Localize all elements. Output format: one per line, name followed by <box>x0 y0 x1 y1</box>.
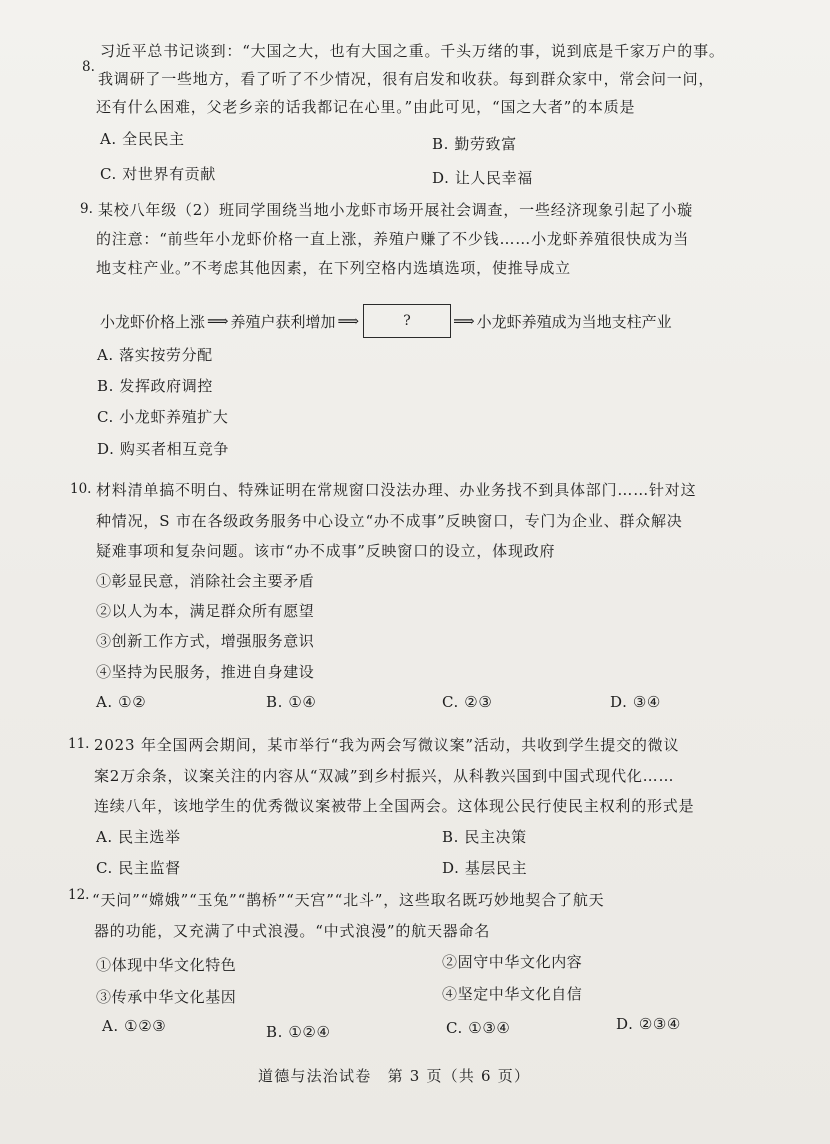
question-12-option-b: B. ①②④ <box>266 1023 331 1041</box>
question-11-line-3: 连续八年，该地学生的优秀微议案被带上全国两会。这体现公民行使民主权利的形式是 <box>94 797 695 815</box>
question-9-line-3: 地支柱产业。”不考虑其他因素，在下列空格内选填选项，使推导成立 <box>96 259 571 277</box>
flow-blank-box <box>363 304 451 338</box>
question-11-option-a: A. 民主选举 <box>96 828 181 846</box>
question-9-option-c: C. 小龙虾养殖扩大 <box>97 408 229 426</box>
question-8-line-2: 我调研了一些地方，看了听了不少情况，很有启发和收获。每到群众家中，常会问一问， <box>98 70 715 88</box>
flow-step-price-rise: 小龙虾价格上涨 <box>100 312 206 331</box>
question-10-option-c: C. ②③ <box>442 693 493 711</box>
question-11-number: 11. <box>68 736 90 752</box>
question-12-option-d: D. ②③④ <box>616 1015 681 1033</box>
question-9-line-2: 的注意：“前些年小龙虾价格一直上涨，养殖户赚了不少钱……小龙虾养殖很快成为当 <box>96 230 690 248</box>
question-11-option-b: B. 民主决策 <box>442 828 527 846</box>
question-8-option-b: B. 勤劳致富 <box>432 135 517 153</box>
flow-step-pillar-industry: 小龙虾养殖成为当地支柱产业 <box>476 312 672 331</box>
question-8-option-c: C. 对世界有贡献 <box>100 165 216 183</box>
flow-arrow-icon: ⟹ <box>207 312 229 330</box>
question-10-line-3: 疑难事项和复杂问题。该市“办不成事”反映窗口的设立，体现政府 <box>96 542 556 560</box>
question-8-line-3: 还有什么困难，父老乡亲的话我都记在心里。”由此可见，“国之大者”的本质是 <box>96 98 636 116</box>
question-8-option-d: D. 让人民幸福 <box>432 169 533 187</box>
question-11-option-c: C. 民主监督 <box>96 859 181 877</box>
question-9-option-b: B. 发挥政府调控 <box>97 377 213 395</box>
question-10-number: 10. <box>70 481 92 497</box>
question-10-option-a: A. ①② <box>96 693 147 711</box>
question-8-number: 8. <box>82 59 95 75</box>
question-12-option-a: A. ①②③ <box>102 1017 167 1035</box>
question-10-statement-1: ①彰显民意，消除社会主要矛盾 <box>96 572 315 590</box>
question-10-option-d: D. ③④ <box>610 693 661 711</box>
question-8-line-1: 习近平总书记谈到：“大国之大，也有大国之重。千头万绪的事，说到底是千家万户的事。 <box>100 42 725 60</box>
question-9-option-d: D. 购买者相互竞争 <box>97 440 230 458</box>
question-12-statement-4: ④坚定中华文化自信 <box>442 985 583 1003</box>
question-10-line-1: 材料清单搞不明白、特殊证明在常规窗口没法办理、办业务找不到具体部门……针对这 <box>96 481 697 499</box>
flow-step-profit-increase: 养殖户获利增加 <box>230 312 336 331</box>
question-10-statement-2: ②以人为本，满足群众所有愿望 <box>96 602 315 620</box>
question-9-number: 9. <box>80 201 93 217</box>
question-10-statement-3: ③创新工作方式，增强服务意识 <box>96 632 315 650</box>
question-12-line-1: “天问”“嫦娥”“玉兔”“鹊桥”“天宫”“北斗”，这些取名既巧妙地契合了航天 <box>92 891 605 909</box>
question-12-statement-1: ①体现中华文化特色 <box>96 956 237 974</box>
flow-arrow-icon: ⟹ <box>337 312 360 330</box>
question-12-option-c: C. ①③④ <box>446 1019 511 1037</box>
question-10-statement-4: ④坚持为民服务，推进自身建设 <box>96 663 315 681</box>
question-11-line-1: 2023 年全国两会期间，某市举行“我为两会写微议案”活动，共收到学生提交的微议 <box>94 736 680 754</box>
page-footer: 道德与法治试卷 第 3 页（共 6 页） <box>258 1067 531 1085</box>
question-9-flow-diagram <box>100 301 672 341</box>
question-9-line-1: 某校八年级（2）班同学围绕当地小龙虾市场开展社会调查，一些经济现象引起了小璇 <box>98 201 693 219</box>
question-10-line-2: 种情况，S 市在各级政务服务中心设立“办不成事”反映窗口，专门为企业、群众解决 <box>96 512 683 530</box>
question-11-option-d: D. 基层民主 <box>442 859 528 877</box>
flow-arrow-icon: ⟹ <box>453 312 475 330</box>
question-9-option-a: A. 落实按劳分配 <box>97 346 213 364</box>
question-12-statement-3: ③传承中华文化基因 <box>96 988 237 1006</box>
question-12-statement-2: ②固守中华文化内容 <box>442 953 583 971</box>
question-12-number: 12. <box>68 887 90 903</box>
question-8-option-a: A. 全民民主 <box>100 130 185 148</box>
question-11-line-2: 案2万余条，议案关注的内容从“双减”到乡村振兴，从科教兴国到中国式现代化…… <box>94 767 675 785</box>
question-12-line-2: 器的功能，又充满了中式浪漫。“中式浪漫”的航天器命名 <box>94 922 491 940</box>
question-10-option-b: B. ①④ <box>266 693 317 711</box>
flow-blank-question-mark: ? <box>403 313 411 329</box>
